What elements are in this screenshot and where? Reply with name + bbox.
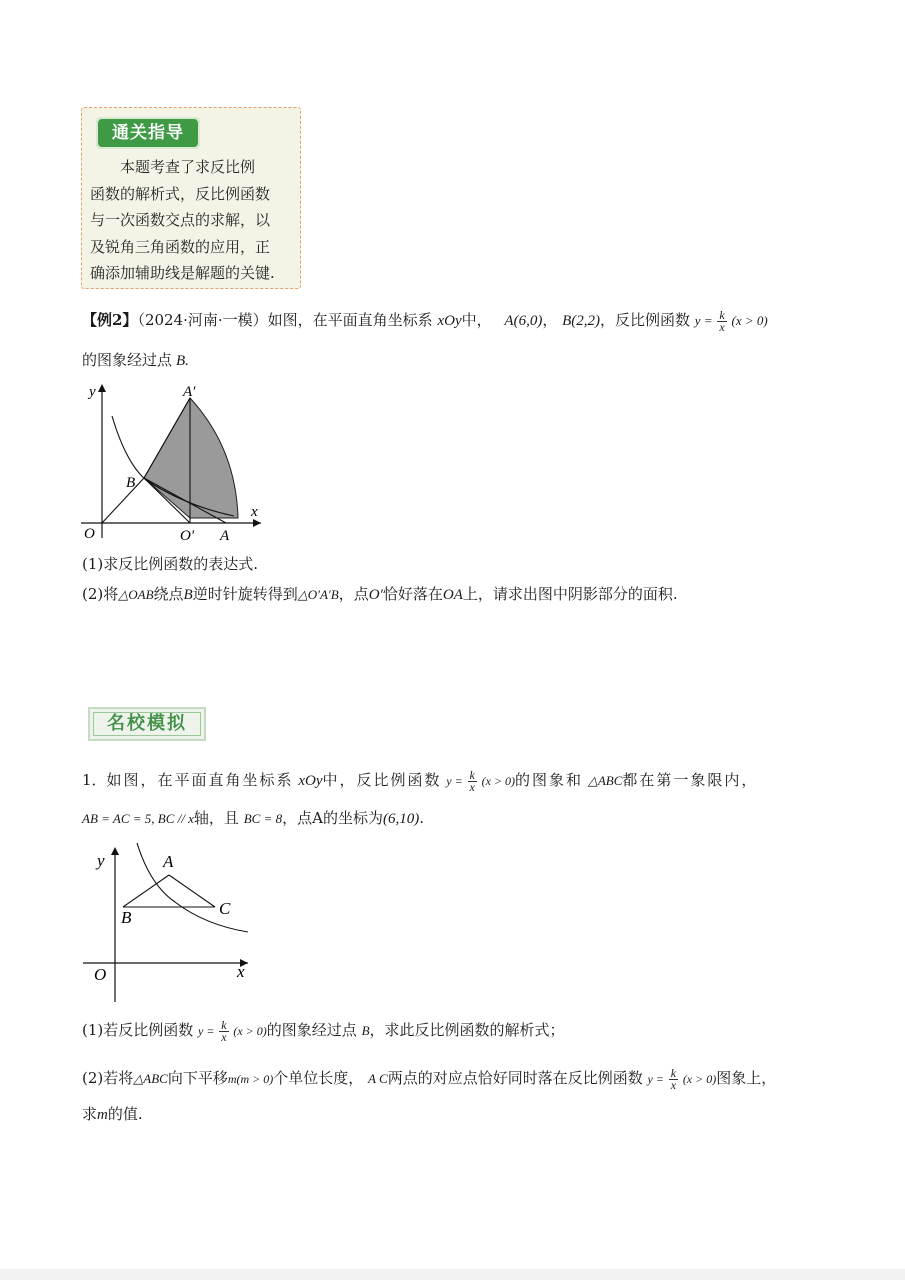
point-a-coord: (6,10) (382, 811, 420, 827)
fraction (468, 767, 477, 794)
coord-system: xOy (437, 313, 462, 329)
school-banner: 名校模拟 (88, 707, 206, 741)
example2-source: （2024·河南·一模） (137, 311, 268, 329)
func-lhs: y = (446, 774, 463, 788)
example2-q2 (82, 582, 678, 607)
problem1-axis-text: 轴，且 (193, 809, 239, 827)
q2-triangle: △ABC (133, 1071, 168, 1086)
guide-box (81, 107, 301, 289)
period: . (419, 809, 424, 827)
problem1-figure (80, 840, 255, 1005)
label-a: A (163, 852, 174, 871)
q2-end: 图象上， (716, 1069, 777, 1087)
problem1-q1 (82, 1018, 565, 1043)
guide-line: 确添加辅助线是解题的关键. (90, 264, 275, 282)
q1-end: ，求此反比例函数的解析式； (369, 1021, 565, 1039)
frac-den: x (670, 1077, 677, 1092)
guide-line: 本题考查了求反比例 (120, 158, 256, 176)
guide-line: 函数的解析式，反比例函数 (90, 184, 271, 203)
domain-condition: (x > 0) (731, 313, 768, 328)
q2-triangle: △OAB (118, 587, 154, 602)
point-b-ref: B. (176, 353, 189, 369)
q2-mid3: ，点 (338, 585, 369, 603)
func-lhs: y = (647, 1072, 664, 1086)
fraction (717, 307, 726, 334)
example2-line2-text: 的图象经过点 (82, 351, 173, 369)
y-axis-arrow (111, 847, 119, 855)
hyperbola (137, 843, 248, 932)
problem1-q2-line2 (82, 1102, 143, 1127)
example2-intro: 如图，在平面直角坐标系 (267, 311, 433, 329)
shaded-region (144, 398, 238, 518)
func-lhs: y = (198, 1024, 215, 1038)
problem1-intro: 如图，在平面直角坐标系 (106, 771, 294, 789)
label-a: A (220, 528, 230, 544)
q2-line2-pre: 求 (82, 1105, 98, 1123)
problem1-q2 (82, 1066, 776, 1091)
y-axis-arrow (98, 384, 106, 392)
q2-mid: 向下平移 (167, 1069, 228, 1087)
triangle-abc: △ABC (587, 773, 623, 788)
q1-mid: 的图象经过点 (266, 1021, 357, 1039)
example2-mid: 中， (461, 311, 492, 329)
problem1-condition: AB = AC = 5, BC // x (82, 811, 194, 826)
frac-num: k (670, 1065, 677, 1080)
label-y: y (89, 384, 96, 400)
x-axis-arrow (253, 519, 261, 527)
q1-b: B (361, 1023, 370, 1038)
problem1-bc: BC = 8 (243, 811, 283, 826)
frac-den: x (221, 1029, 227, 1044)
example2-line1: 【例2】（2024·河南·一模）如图，在平面直角坐标系 xOy中， A(6,0)， B(2,2)，反比例函数 y = $\frac{k}{x}$ (x > 0) (82, 307, 768, 334)
example2-line2 (82, 348, 189, 373)
label-c: C (219, 899, 231, 918)
q2-pre: (2)将 (82, 585, 119, 603)
label-o-prime: O′ (180, 528, 195, 544)
domain-condition: (x > 0) (233, 1024, 267, 1038)
point-b: B(2,2) (562, 313, 600, 329)
label-b: B (121, 908, 132, 927)
q2-mid2: 逆时针旋转得到 (192, 585, 298, 603)
point-a: A(6,0) (504, 313, 543, 329)
q2-pre: (2)若将 (82, 1069, 134, 1087)
segment-ob (102, 478, 144, 523)
label-a-prime: A′ (183, 384, 196, 400)
q2-line2-m: m (97, 1107, 108, 1123)
page-bottom-strip (0, 1269, 905, 1280)
label-o: O (84, 526, 95, 542)
q1-pre: (1)若反比例函数 (82, 1021, 194, 1039)
domain-condition: (x > 0) (682, 1072, 717, 1086)
q2-mid: 绕点 (153, 585, 184, 603)
q2-oa: OA (442, 587, 463, 603)
q2-mid3: 两点的对应点恰好同时落在反比例函数 (387, 1069, 643, 1087)
label-b: B (126, 475, 136, 491)
q2-o: O′ (368, 587, 383, 603)
frac-num: k (719, 307, 725, 322)
fraction (669, 1065, 678, 1092)
guide-line: 及锐角三角函数的应用，正 (90, 237, 271, 256)
label-x: x (251, 504, 258, 520)
example2-figure (76, 378, 266, 546)
frac-den: x (719, 319, 725, 334)
problem1-end1: 都在第一象限内， (622, 771, 759, 789)
example2-tag: 【例2】 (82, 311, 138, 329)
q2-mid4: 恰好落在 (382, 585, 443, 603)
problem-number: 1． (82, 771, 107, 789)
example2-q1: (1)求反比例函数的表达式. (82, 555, 259, 573)
problem1-mid2: 的图象和 (515, 771, 584, 789)
q2-ac: A C (368, 1071, 388, 1086)
guide-text (90, 154, 295, 287)
frac-num: k (221, 1017, 227, 1032)
guide-line: 与一次函数交点的求解，以 (90, 211, 271, 229)
func-lhs: y = (694, 313, 713, 328)
label-x: x (237, 962, 245, 981)
problem1-mid: 中，反比例函数 (322, 771, 442, 789)
q2-line2-end: 的值. (107, 1105, 143, 1123)
coord-system: xOy (298, 773, 323, 789)
problem1-line1 (82, 768, 758, 793)
domain-condition: (x > 0) (481, 774, 516, 788)
problem1-mid3: ，点A的坐标为 (282, 809, 383, 827)
q2-triangle2: △O′A′B (297, 587, 339, 602)
frac-den: x (469, 779, 475, 794)
problem1-line2 (82, 806, 424, 831)
fraction (219, 1017, 228, 1044)
q2-mid2: 个单位长度， (273, 1069, 364, 1087)
guide-title: 通关指导 (96, 117, 200, 149)
q2-b: B (183, 587, 193, 603)
label-y: y (97, 851, 105, 870)
label-o: O (94, 965, 107, 984)
frac-num: k (469, 767, 475, 782)
q2-end: 上，请求出图中阴影部分的面积. (462, 585, 678, 603)
q2-m: m(m > 0) (227, 1072, 274, 1086)
example2-func-text: ，反比例函数 (600, 311, 691, 329)
